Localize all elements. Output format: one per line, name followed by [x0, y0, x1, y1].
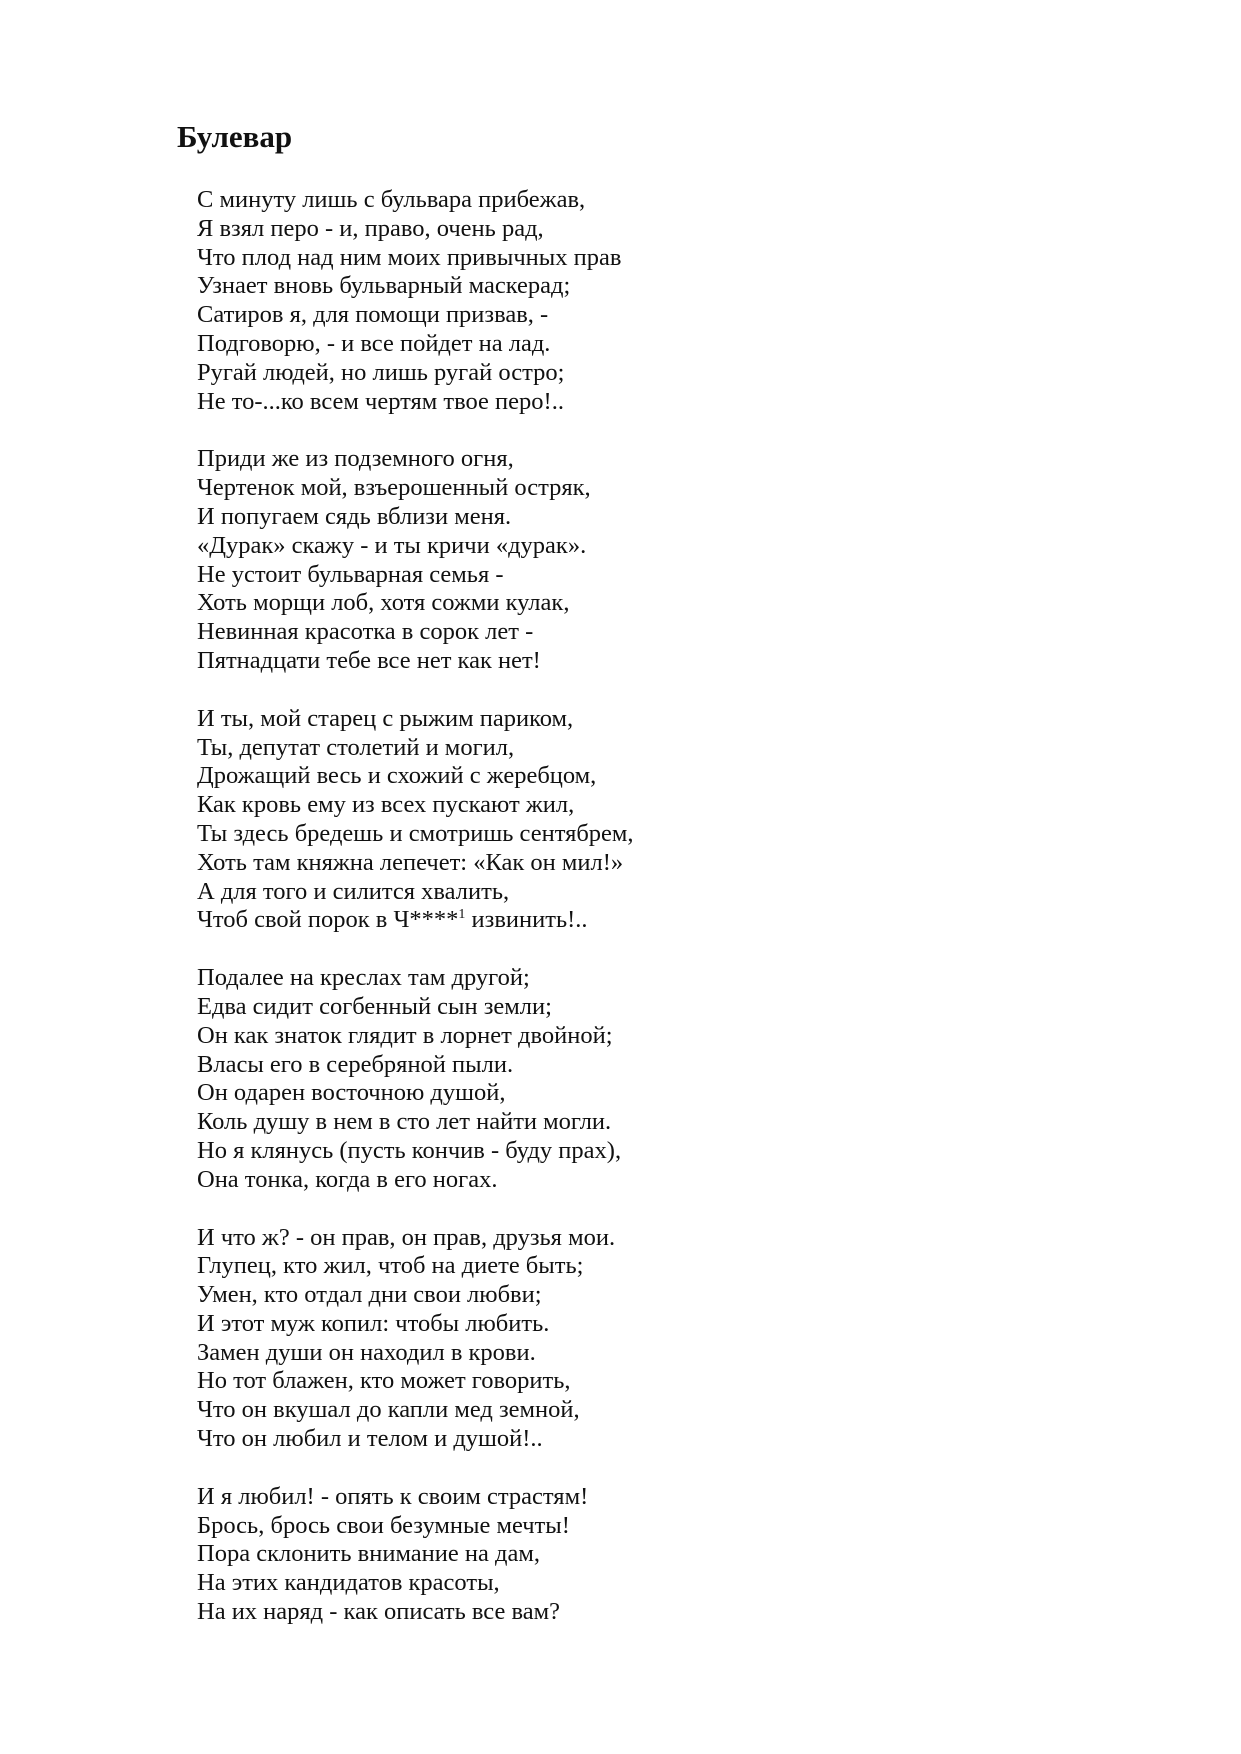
poem-line: Как кровь ему из всех пускают жил, [197, 791, 575, 819]
poem-line: Ты здесь бредешь и смотришь сентябрем, [197, 819, 634, 847]
poem-line: Невинная красотка в сорок лет - [197, 618, 534, 646]
poem-line: Брось, брось свои безумные мечты! [197, 1511, 570, 1539]
poem-line: И что ж? - он прав, он прав, друзья мои. [197, 1223, 616, 1251]
stanza-6 [197, 1483, 1097, 1627]
poem-line: Замен души он находил в крови. [197, 1338, 536, 1366]
poem-line: Что он вкушал до капли мед земной, [197, 1396, 580, 1424]
poem-line: Он как знаток глядит в лорнет двойной; [197, 1021, 613, 1049]
stanza-4 [197, 964, 1097, 1194]
poem-line: Но тот блажен, кто может говорить, [197, 1367, 571, 1395]
poem-line: Хоть там княжна лепечет: «Как он мил!» [197, 848, 624, 876]
stanza-1 [197, 186, 1097, 416]
poem-line: Пятнадцати тебе все нет как нет! [197, 646, 541, 674]
poem-line: И ты, мой старец с рыжим париком, [197, 704, 574, 732]
line-tail: извинить!.. [465, 906, 588, 934]
poem-line: Ругай людей, но лишь ругай остро; [197, 358, 565, 386]
poem-line: И этот муж копил: чтобы любить. [197, 1309, 550, 1337]
poem-line: На этих кандидатов красоты, [197, 1569, 500, 1597]
stanza-5 [197, 1224, 1097, 1454]
poem-line: Подговорю, - и все пойдет на лад. [197, 329, 551, 357]
poem-line: Приди же из подземного огня, [197, 445, 514, 473]
poem-line: Едва сидит согбенный сын земли; [197, 992, 552, 1020]
poem-line: Но я клянусь (пусть кончив - буду прах), [197, 1136, 622, 1164]
poem-line: Умен, кто отдал дни свои любви; [197, 1281, 542, 1309]
poem-line-footnoted [197, 906, 1097, 935]
poem-line: На их наряд - как описать все вам? [197, 1598, 560, 1626]
poem-line: Что он любил и телом и душой!.. [197, 1425, 543, 1453]
poem-line: Коль душу в нем в сто лет найти могли. [197, 1108, 612, 1136]
poem-line: Он одарен восточною душой, [197, 1079, 506, 1107]
poem-line: Чертенок мой, взъерошенный остряк, [197, 474, 591, 502]
poem-line: Не устоит бульварная семья - [197, 560, 504, 588]
poem-line: Дрожащий весь и схожий с жеребцом, [197, 762, 597, 790]
poem-body [197, 186, 1097, 1656]
poem-line: Что плод над ним моих привычных прав [197, 243, 622, 271]
line-text: Чтоб свой порок в Ч**** [197, 906, 459, 934]
poem-line: Не то-...ко всем чертям твое перо!.. [197, 387, 564, 415]
stanza-2 [197, 445, 1097, 675]
poem-line: И я любил! - опять к своим страстям! [197, 1482, 589, 1510]
poem-line: А для того и силится хвалить, [197, 877, 510, 905]
poem-line: Хоть морщи лоб, хотя сожми кулак, [197, 589, 570, 617]
poem-line: С минуту лишь с бульвара прибежав, [197, 186, 586, 213]
poem-line: «Дурак» скажу - и ты кричи «дурак». [197, 531, 587, 559]
poem-line: Я взял перо - и, право, очень рад, [197, 214, 544, 242]
poem-line: Пора склонить внимание на дам, [197, 1540, 540, 1568]
poem-line: Сатиров я, для помощи призвав, - [197, 301, 549, 329]
poem-line: Ты, депутат столетий и могил, [197, 733, 515, 761]
poem-line: Подалее на креслах там другой; [197, 964, 530, 992]
poem-line: Глупец, кто жил, чтоб на диете быть; [197, 1252, 584, 1280]
poem-title: Булевар [177, 119, 293, 154]
poem-line: Власы его в серебряной пыли. [197, 1050, 514, 1078]
stanza-3 [197, 705, 1097, 935]
footnote-marker: 1 [458, 907, 466, 923]
poem-line: Узнает вновь бульварный маскерад; [197, 272, 571, 300]
poem-line: И попугаем сядь вблизи меня. [197, 502, 512, 530]
poem-line: Она тонка, когда в его ногах. [197, 1165, 498, 1193]
